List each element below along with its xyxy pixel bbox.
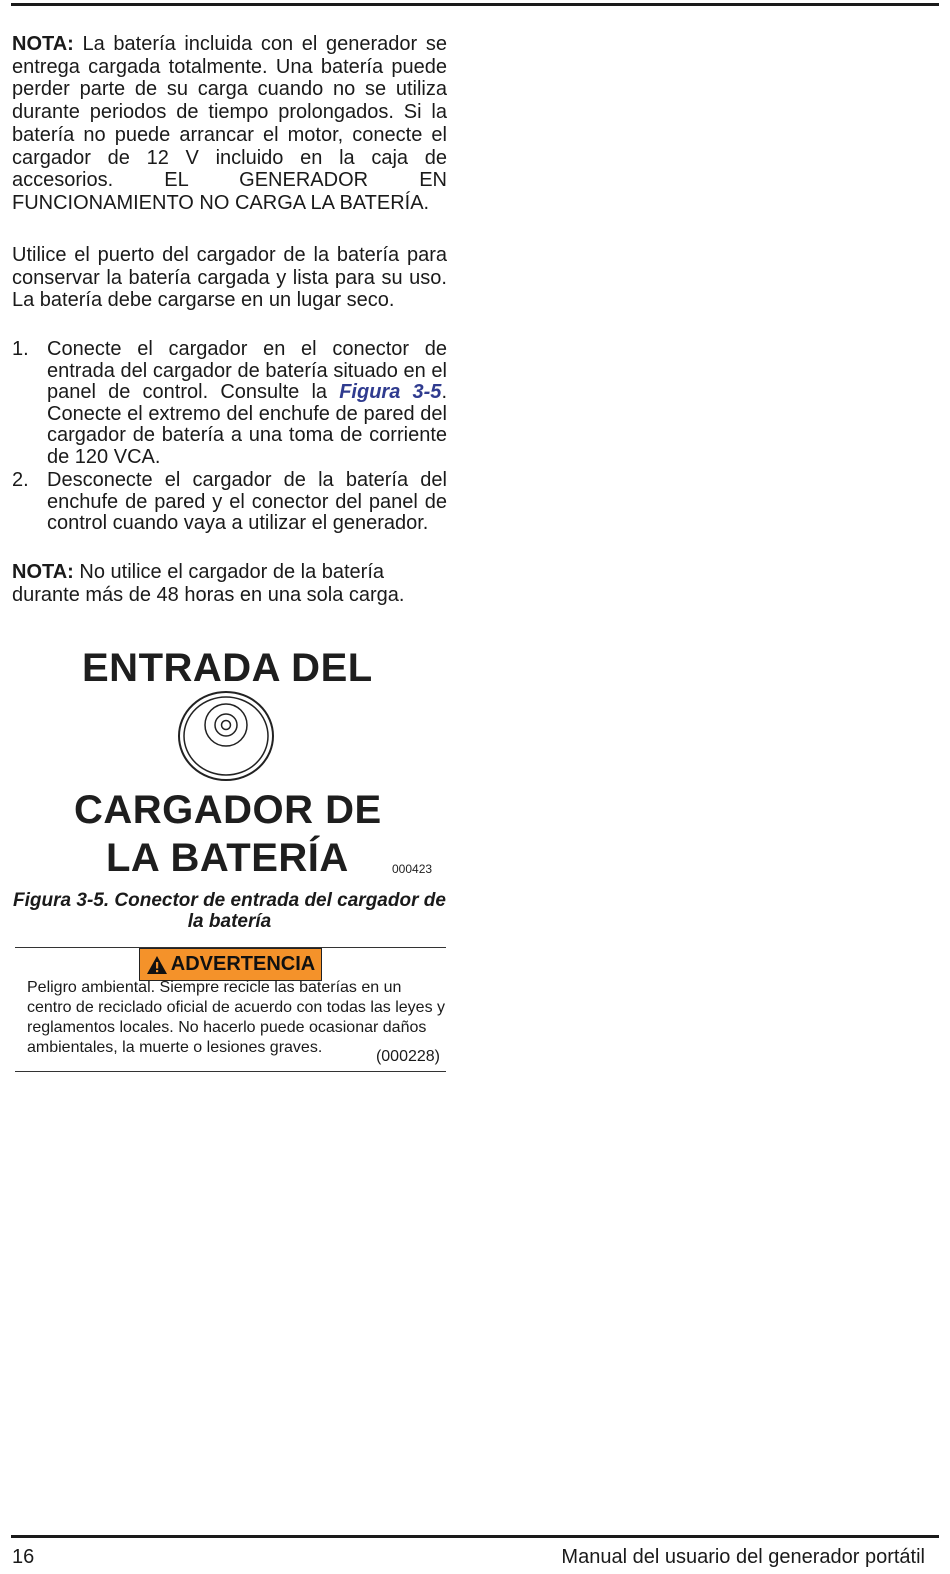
step-2: [12, 470, 447, 535]
warning-body: Peligro ambiental. Siempre recicle las baterías en un centro de reciclado oficial de acuerdo con todas las leyes y reglamentos locales. No hacerlo puede ocasionar daños ambientales, la muerte o lesiones graves.: [27, 979, 446, 1056]
step-1: [12, 339, 447, 469]
intro-paragraph: [12, 244, 447, 312]
note-2-label: NOTA:: [12, 561, 74, 583]
warning-bottom-rule: [15, 1071, 446, 1072]
warning-code: (000228): [375, 1048, 440, 1065]
note-1-label: NOTA:: [12, 33, 74, 55]
top-rule: [11, 3, 939, 6]
intro-text: Utilice el puerto del cargador de la batería para conservar la batería cargada y lista para su uso. La batería debe cargarse en un lugar seco.: [12, 244, 447, 312]
figure-code: 000423: [392, 862, 433, 876]
warning-triangle-icon: [146, 955, 168, 975]
footer-title: Manual del usuario del generador portátil: [561, 1546, 925, 1568]
figure-label-line-1: ENTRADA DEL: [82, 646, 373, 690]
note-1: [12, 33, 447, 215]
step-1-number: 1.: [12, 338, 29, 360]
step-2-number: 2.: [12, 469, 29, 491]
step-2-text: Desconecte el cargador de la batería del enchufe de pared y el conector del panel de control cuando vaya a utilizar el generador.: [47, 469, 447, 535]
note-2: [12, 561, 447, 606]
note-1-text: La batería incluida con el generador se entrega cargada totalmente. Una batería puede perder parte de su carga cuando no se utiliza durante periodos de tiempo prolongados. Si la batería no puede arrancar el motor, conecte el cargador de 12 V incluido en la caja de accesorios. EL GENERADOR EN FUNCIONAMIENTO NO CARGA LA BATERÍA.: [12, 33, 447, 214]
figure-3-5-link[interactable]: Figura 3-5: [339, 381, 442, 404]
warning-header: [139, 948, 322, 981]
bottom-rule: [11, 1535, 939, 1538]
figure-caption: Figura 3-5. Conector de entrada del cargador de la batería: [13, 890, 446, 932]
connector-icon: [176, 690, 276, 782]
figure-label-line-2: CARGADOR DE: [74, 788, 382, 832]
page-number: 16: [12, 1546, 35, 1568]
figure-label-line-3: LA BATERÍA: [106, 836, 349, 880]
warning-title: ADVERTENCIA: [170, 953, 316, 975]
step-1-text-a: Conecte el cargador en el conector de entrada del cargador de batería situado en el panel de control. Consulte la: [47, 338, 447, 404]
step-1-text-b: . Conecte el extremo del enchufe de pared del cargador de batería a una toma de corriente de 120 VCA.: [47, 381, 447, 468]
note-2-text: No utilice el cargador de la batería durante más de 48 horas en una sola carga.: [12, 561, 405, 606]
